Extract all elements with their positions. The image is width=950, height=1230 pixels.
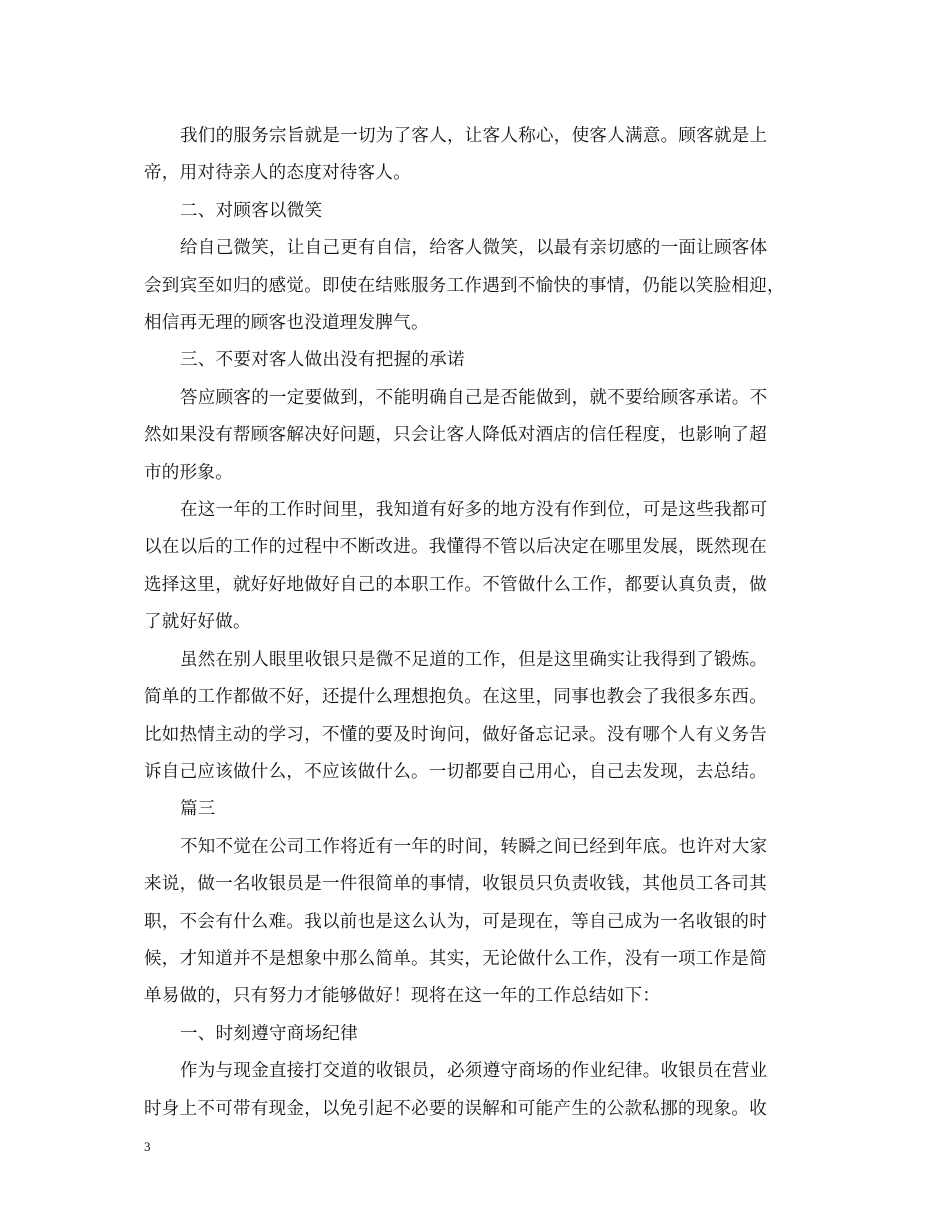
text-line: 来说，做一名收银员是一件很简单的事情，收银员只负责收钱，其他员工各司其 [144, 874, 767, 895]
text-line: 一、时刻遵守商场纪律 [180, 1023, 358, 1044]
text-line: 了就好好做。 [144, 612, 251, 633]
text-line: 不知不觉在公司工作将近有一年的时间，转瞬之间已经到年底。也许对大家 [180, 836, 768, 857]
text-line: 比如热情主动的学习，不懂的要及时询问，做好备忘记录。没有哪个人有义务告 [144, 724, 767, 745]
section-heading [144, 193, 804, 230]
text-line: 相信再无理的顾客也没道理发脾气。 [144, 313, 429, 334]
text-line: 在这一年的工作时间里，我知道有好多的地方没有作到位，可是这些我都可 [180, 500, 768, 521]
text-line: 给自己微笑，让自己更有自信，给客人微笑，以最有亲切感的一面让顾客体 [180, 238, 768, 259]
text-line: 三、不要对客人做出没有把握的承诺 [180, 350, 465, 371]
text-line: 我们的服务宗旨就是一切为了客人，让客人称心，使客人满意。顾客就是上 [180, 126, 768, 146]
document-body [144, 118, 804, 1128]
paragraph [144, 230, 804, 342]
text-line: 简单的工作都做不好，还提什么理想抱负。在这里，同事也教会了我很多东西。 [144, 687, 767, 708]
paragraph [144, 642, 804, 792]
paragraph [144, 1053, 804, 1128]
text-line: 篇三 [180, 799, 216, 820]
paragraph [144, 118, 804, 193]
text-line: 然如果没有帮顾客解决好问题，只会让客人降低对酒店的信任程度，也影响了超 [144, 425, 767, 446]
text-line: 时身上不可带有现金，以免引起不必要的误解和可能产生的公款私挪的现象。收 [144, 1098, 767, 1119]
text-line: 二、对顾客以微笑 [180, 200, 323, 221]
text-line: 帝，用对待亲人的态度对待客人。 [144, 163, 411, 184]
paragraph [144, 492, 804, 642]
page-number: 3 [144, 1139, 151, 1154]
section-heading [144, 342, 804, 379]
text-line: 虽然在别人眼里收银只是微不足道的工作，但是这里确实让我得到了锻炼。 [180, 649, 768, 670]
paragraph [144, 829, 804, 1016]
paragraph [144, 380, 804, 492]
section-heading [144, 1016, 804, 1053]
text-line: 单易做的，只有努力才能够做好！现将在这一年的工作总结如下： [144, 986, 661, 1007]
text-line: 市的形象。 [144, 462, 233, 483]
text-line: 诉自己应该做什么，不应该做什么。一切都要自己用心，自己去发现，去总结。 [144, 761, 767, 782]
text-line: 以在以后的工作的过程中不断改进。我懂得不管以后决定在哪里发展，既然现在 [144, 537, 767, 558]
text-line: 会到宾至如归的感觉。即使在结账服务工作遇到不愉快的事情，仍能以笑脸相迎， [144, 275, 785, 296]
text-line: 答应顾客的一定要做到，不能明确自己是否能做到，就不要给顾客承诺。不 [180, 387, 768, 408]
text-line: 候，才知道并不是想象中那么简单。其实，无论做什么工作，没有一项工作是简 [144, 948, 767, 969]
text-line: 选择这里，就好好地做好自己的本职工作。不管做什么工作，都要认真负责，做 [144, 574, 767, 595]
text-line: 作为与现金直接打交道的收银员，必须遵守商场的作业纪律。收银员在营业 [180, 1061, 768, 1082]
text-line: 职，不会有什么难。我以前也是这么认为，可是现在，等自己成为一名收银的时 [144, 911, 767, 932]
section-heading [144, 791, 804, 828]
